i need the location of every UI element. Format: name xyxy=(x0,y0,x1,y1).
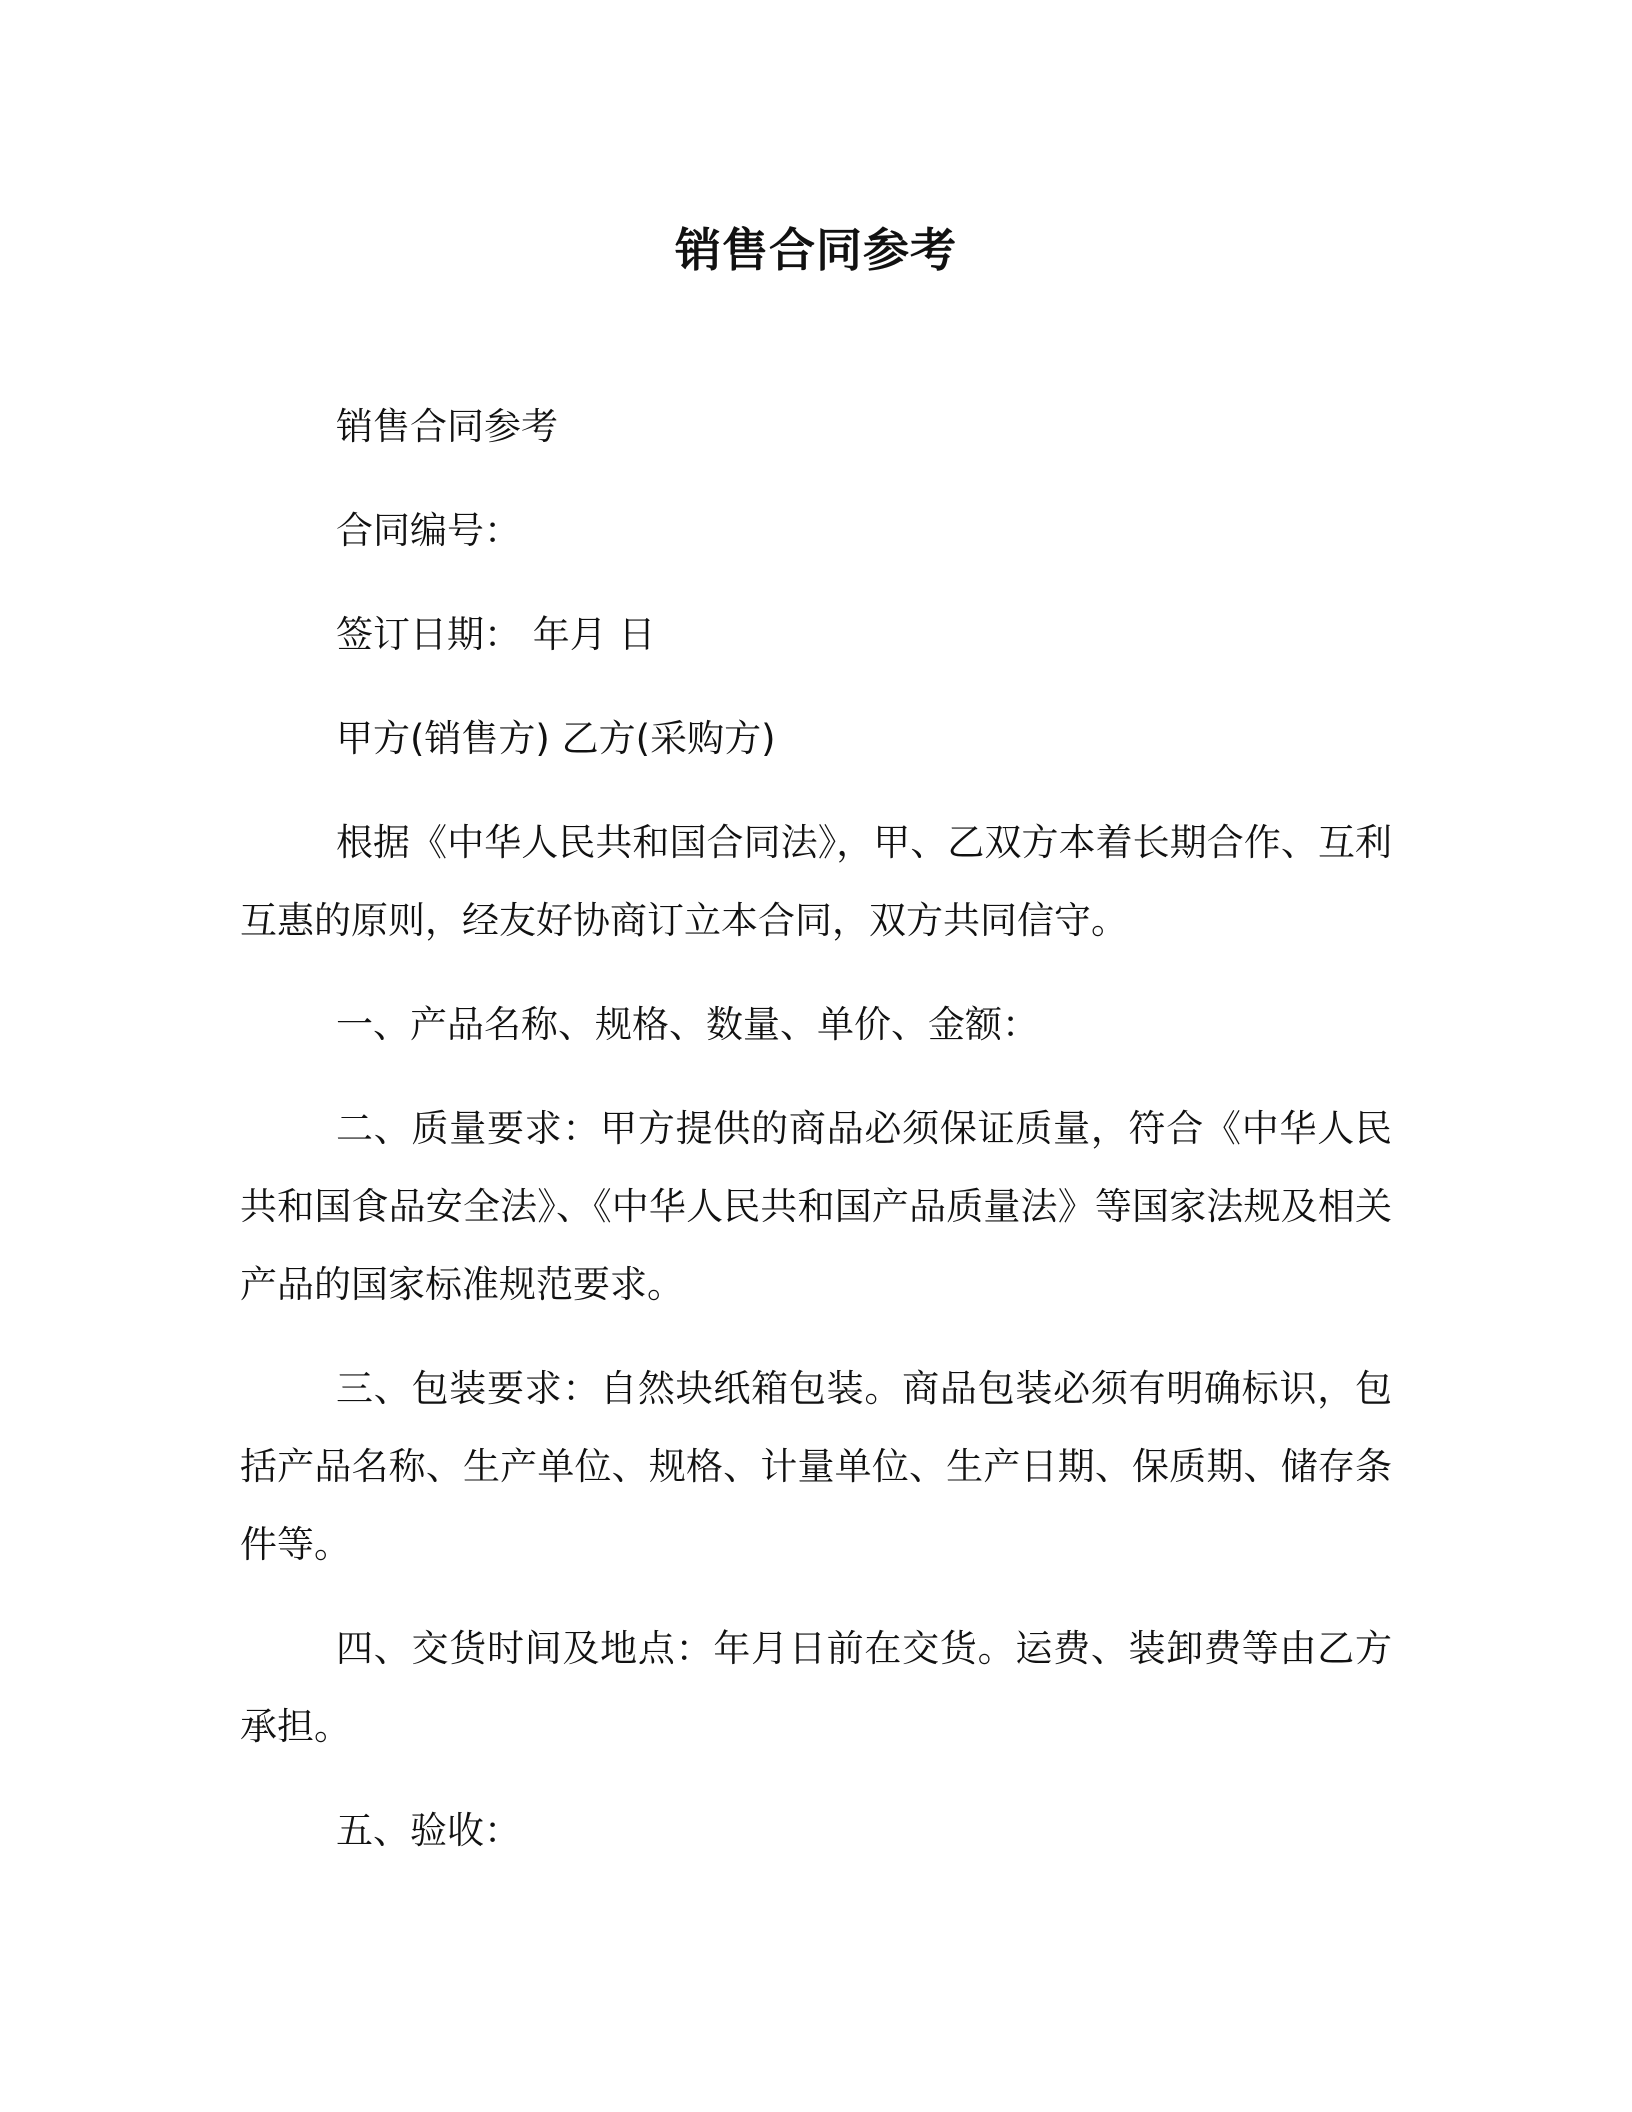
parties-line: 甲方(销售方) 乙方(采购方) xyxy=(336,717,776,760)
document-title: 销售合同参考 xyxy=(675,223,957,277)
clause-4-delivery: 四、交货时间及地点：年月日前在交货。运费、装卸费等由乙方承担。 xyxy=(240,1627,1392,1748)
clause-2-quality: 二、质量要求：甲方提供的商品必须保证质量，符合《中华人民共和国食品安全法》、《中华人民共和国产品质量法》等国家法规及相关产品的国家标准规范要求。 xyxy=(240,1107,1392,1306)
clause-5-acceptance: 五、验收： xyxy=(336,1809,521,1852)
contract-heading-line: 销售合同参考 xyxy=(336,405,558,448)
preamble-paragraph: 根据《中华人民共和国合同法》，甲、乙双方本着长期合作、互利互惠的原则，经友好协商订立本合同，双方共同信守。 xyxy=(240,821,1392,942)
signing-date-line: 签订日期： 年月 日 xyxy=(336,613,656,656)
clause-1-product: 一、产品名称、规格、数量、单价、金额： xyxy=(336,1003,1039,1046)
clause-3-packaging: 三、包装要求：自然块纸箱包装。商品包装必须有明确标识，包括产品名称、生产单位、规格、计量单位、生产日期、保质期、储存条件等。 xyxy=(240,1367,1392,1566)
contract-number-line: 合同编号： xyxy=(336,509,521,552)
document-body xyxy=(240,388,1392,1896)
